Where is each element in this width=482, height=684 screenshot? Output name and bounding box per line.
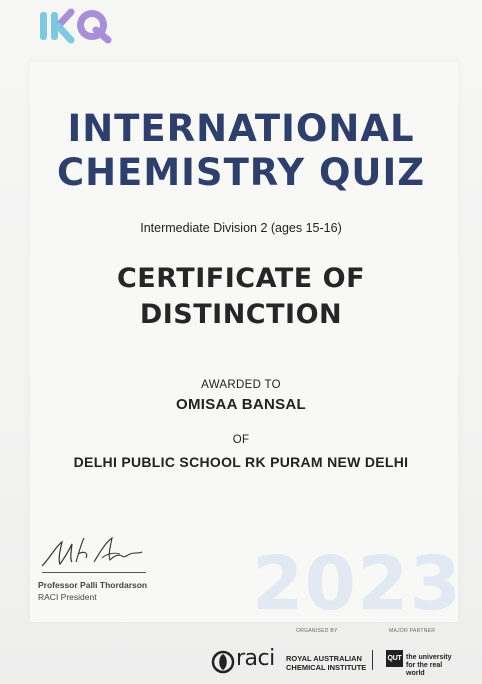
qut-logo: QUT [386, 650, 403, 667]
title-line-2: CHEMISTRY QUIZ [56, 151, 426, 194]
certificate-type-line-1: CERTIFICATE OF [116, 263, 366, 294]
footer-divider [372, 650, 373, 670]
signature-line [42, 572, 146, 573]
division-label: Intermediate Division 2 (ages 15-16) [140, 221, 342, 235]
title-line-1: INTERNATIONAL [67, 107, 415, 150]
raci-logo-icon [211, 650, 235, 674]
of-label: OF [232, 434, 250, 446]
icq-logo [38, 6, 116, 44]
awarded-to-label: AWARDED TO [201, 379, 281, 391]
recipient-name: OMISAA BANSAL [175, 396, 306, 413]
signature-graphic [36, 528, 156, 576]
school-name: DELHI PUBLIC SCHOOL RK PURAM NEW DELHI [73, 454, 409, 470]
signatory-role: RACI President [38, 592, 97, 602]
signatory-name: Professor Palli Thordarson [38, 580, 148, 590]
year-watermark: 2023 [252, 541, 462, 627]
organised-by-label: ORGANISED BY [296, 628, 338, 634]
certificate-type-line-2: DISTINCTION [139, 299, 343, 330]
raci-logo-text: raci [236, 646, 275, 671]
major-partner-label: MAJOR PARTNER [389, 628, 436, 634]
partner-tagline: the university for the real world [406, 654, 452, 677]
organiser-name: ROYAL AUSTRALIAN CHEMICAL INSTITUTE [286, 654, 367, 672]
